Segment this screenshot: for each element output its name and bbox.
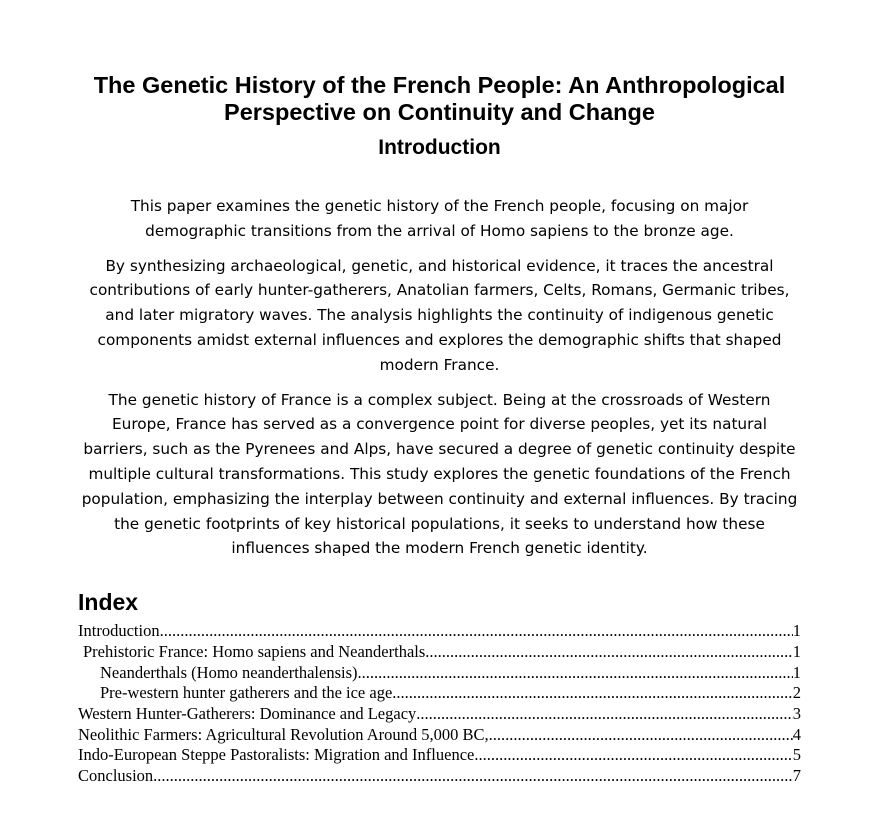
- index-heading: Index: [78, 589, 139, 616]
- toc-entry[interactable]: [78, 745, 801, 766]
- toc-leader-dots: [474, 745, 792, 766]
- toc-entry[interactable]: [78, 766, 801, 787]
- toc-entry[interactable]: [78, 621, 801, 642]
- toc-entry-page: 5: [792, 745, 801, 765]
- toc-entry-label: Neolithic Farmers: Agricultural Revolution Around 5,000 BC,: [78, 724, 489, 744]
- toc-entry[interactable]: [78, 683, 801, 704]
- abstract-paragraph-2: By synthesizing archaeological, genetic, and historical evidence, it traces the ancestral contributions of early hunter-gatherers, Anatolian farmers, Celts, Romans, Germanic tribes, and later migratory waves. The analysis highlights the continuity of indigenous genetic components amidst external influences and explores the demographic shifts that shaped modern France.: [89, 256, 790, 374]
- toc-entry-page: 7: [792, 766, 801, 786]
- toc-entry-label: Western Hunter-Gatherers: Dominance and Legacy: [78, 703, 417, 723]
- toc-entry-label: Conclusion: [78, 766, 154, 786]
- toc-entry[interactable]: [78, 725, 801, 746]
- toc-leader-dots: [160, 621, 793, 642]
- abstract-paragraph-1: This paper examines the genetic history of the French people, focusing on major demographic transitions from the arrival of Homo sapiens to the bronze age.: [130, 197, 749, 240]
- toc-leader-dots: [416, 704, 792, 725]
- abstract-paragraph-3: The genetic history of France is a complex subject. Being at the crossroads of Western Europe, France has served as a convergence point for diverse peoples, yet its natural barriers, such as the Pyrenees and Alps, have secured a degree of genetic continuity despite multiple cultural transformations. This study explores the genetic foundations of the French population, emphasizing the interplay between continuity and external influences. By tracing the genetic footprints of key historical populations, it seeks to understand how these influences shaped the modern French genetic identity.: [81, 390, 798, 558]
- toc-leader-dots: [392, 683, 792, 704]
- toc-entry-label: Neanderthals (Homo neanderthalensis): [100, 662, 358, 682]
- toc-entry-label: Indo-European Steppe Pastoralists: Migration and Influence: [78, 745, 475, 765]
- toc-leader-dots: [358, 663, 793, 684]
- section-heading-introduction: Introduction: [378, 136, 501, 159]
- table-of-contents: [78, 621, 801, 787]
- toc-entry[interactable]: [78, 663, 801, 684]
- toc-leader-dots: [489, 725, 793, 746]
- toc-entry-page: 4: [792, 724, 801, 744]
- toc-entry[interactable]: [78, 642, 801, 663]
- toc-entry-label: Pre-western hunter gatherers and the ice age: [100, 683, 393, 703]
- toc-entry-page: 1: [792, 621, 801, 641]
- toc-entry-label: Prehistoric France: Homo sapiens and Neanderthals: [83, 641, 426, 661]
- toc-entry-page: 2: [792, 683, 801, 703]
- toc-entry-page: 3: [792, 703, 801, 723]
- toc-entry-page: 1: [792, 662, 801, 682]
- toc-leader-dots: [425, 642, 792, 663]
- toc-entry-label: Introduction: [78, 621, 160, 641]
- toc-leader-dots: [153, 766, 793, 787]
- toc-entry[interactable]: [78, 704, 801, 725]
- toc-entry-page: 1: [792, 641, 801, 661]
- document-page: [78, 0, 801, 787]
- document-title: The Genetic History of the French People: An Anthropological Perspective on Continuity and Change: [93, 72, 786, 125]
